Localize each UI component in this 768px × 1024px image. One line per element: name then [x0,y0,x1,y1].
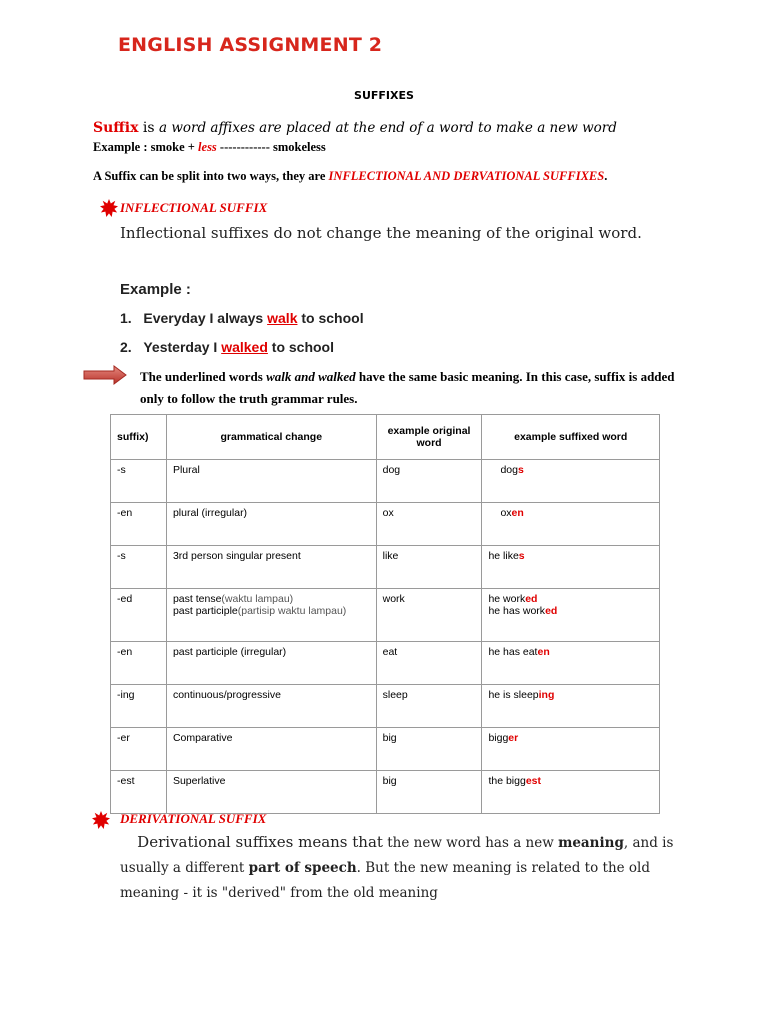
cell-suffix: -est [111,771,167,814]
cell-suffix: -ing [111,685,167,728]
cell-original: big [376,771,482,814]
table-row [111,728,660,771]
derivational-text-2: the new word has a new [382,835,559,851]
page-title: ENGLISH ASSIGNMENT 2 [118,34,383,56]
example-item-2 [120,339,334,355]
cell-change: Comparative [166,728,376,771]
suffixed-base: ox [500,507,512,519]
suffixed-ending: en [537,646,550,658]
cell-suffixed [482,771,660,814]
cell-suffix: -er [111,728,167,771]
definition-is: is [138,120,160,136]
suffixed-base: the bigg [488,775,526,787]
cell-suffix: -ed [111,589,167,642]
cell-change [166,589,376,642]
change-note-2: (partisip waktu lampau) [237,605,347,617]
example-after: to school [297,310,364,326]
cell-original: work [376,589,482,642]
derivational-body [120,830,680,906]
cell-original: eat [376,642,482,685]
split-highlight: INFLECTIONAL AND DERVATIONAL SUFFIXES [328,169,605,183]
cell-suffixed [482,728,660,771]
note-before: The underlined words [140,369,267,384]
cell-suffix: -en [111,642,167,685]
example-before: Yesterday I [143,339,222,355]
cell-suffixed [482,642,660,685]
split-line [93,169,607,184]
cell-original: ox [376,503,482,546]
suffixed-base-2: he has work [488,605,546,617]
table-row [111,685,660,728]
cell-suffix: -en [111,503,167,546]
table-header-row [111,415,660,460]
suffixed-ending: en [511,507,524,519]
example-num: 2. [120,339,132,355]
example-prefix: Example : smoke + [93,140,199,154]
suffixed-ending: ed [525,593,538,605]
arrow-right-icon [82,364,128,386]
table-row [111,642,660,685]
split-prefix: A Suffix can be split into two ways, they are [93,169,329,183]
cell-change: plural (irregular) [166,503,376,546]
definition-term: Suffix [93,120,139,136]
col-header-original: example original word [376,415,482,460]
derivational-heading: DERIVATIONAL SUFFIX [120,811,267,826]
suffixed-base: he is sleep [488,689,539,701]
split-end: . [604,169,608,183]
suffixed-base: bigg [488,732,509,744]
starburst-bullet-icon [92,811,110,829]
suffixed-ending: est [525,775,541,787]
example-word: walk [267,310,298,326]
cell-original: dog [376,460,482,503]
derivational-text-4: . But the new meaning is related to the old meaning - it is "derived" from the old meaning [120,860,651,901]
definition-line [93,119,617,136]
note-after: have the same basic meaning. In this case, suffix is added only to follow the truth grammar rules. [140,369,675,406]
section-subtitle: SUFFIXES [354,89,414,102]
suffixed-base: he has eat [488,646,538,658]
table-row [111,503,660,546]
example-item-1 [120,310,364,326]
table-row [111,771,660,814]
cell-change: Superlative [166,771,376,814]
derivational-bold-1: meaning [558,835,624,851]
cell-change: continuous/progressive [166,685,376,728]
cell-original: like [376,546,482,589]
definition-text: a word affixes are placed at the end of a word to make a new word [159,120,617,136]
example-before: Everyday I always [143,310,268,326]
starburst-bullet-icon [100,199,118,217]
col-header-change: grammatical change [166,415,376,460]
col-header-suffixed: example suffixed word [482,415,660,460]
cell-suffixed [482,460,660,503]
example-label: Example : [120,281,191,298]
cell-change: 3rd person singular present [166,546,376,589]
change-text: past tense [172,593,222,605]
cell-suffixed [482,546,660,589]
suffixed-ending: s [518,550,525,562]
example-result: ------------ smokeless [216,140,326,154]
derivational-text-3: , and is usually a different [120,835,674,876]
suffixed-ending: er [508,732,519,744]
inflectional-heading: INFLECTIONAL SUFFIX [120,200,268,215]
table-row [111,546,660,589]
explanation-note [140,366,700,410]
cell-change: past participle (irregular) [166,642,376,685]
cell-suffix: -s [111,460,167,503]
cell-suffixed [482,503,660,546]
suffixed-base: he like [488,550,519,562]
table-row [111,460,660,503]
note-italic: walk and walked [266,369,356,384]
cell-change: Plural [166,460,376,503]
inflectional-body: Inflectional suffixes do not change the meaning of the original word. [120,224,642,242]
suffix-table [110,414,660,814]
example-word: walked [221,339,268,355]
example-affix: less [198,140,217,154]
suffixed-base: dog [500,464,518,476]
derivational-bold-2: part of speech [248,860,357,876]
suffixed-ending-2: ed [545,605,558,617]
suffixed-ending: s [517,464,524,476]
cell-suffixed [482,589,660,642]
suffixed-base: he work [488,593,526,605]
suffixed-ending: ing [538,689,555,701]
derivational-text-1: Derivational suffixes means that [137,833,383,851]
cell-original: big [376,728,482,771]
cell-suffix: -s [111,546,167,589]
col-header-suffix: suffix) [111,415,167,460]
change-text-2: past participle [172,605,238,617]
cell-suffixed [482,685,660,728]
change-note: (waktu lampau) [221,593,294,605]
cell-original: sleep [376,685,482,728]
example-after: to school [267,339,335,355]
example-line [93,140,326,155]
table-row [111,589,660,642]
example-num: 1. [120,310,132,326]
